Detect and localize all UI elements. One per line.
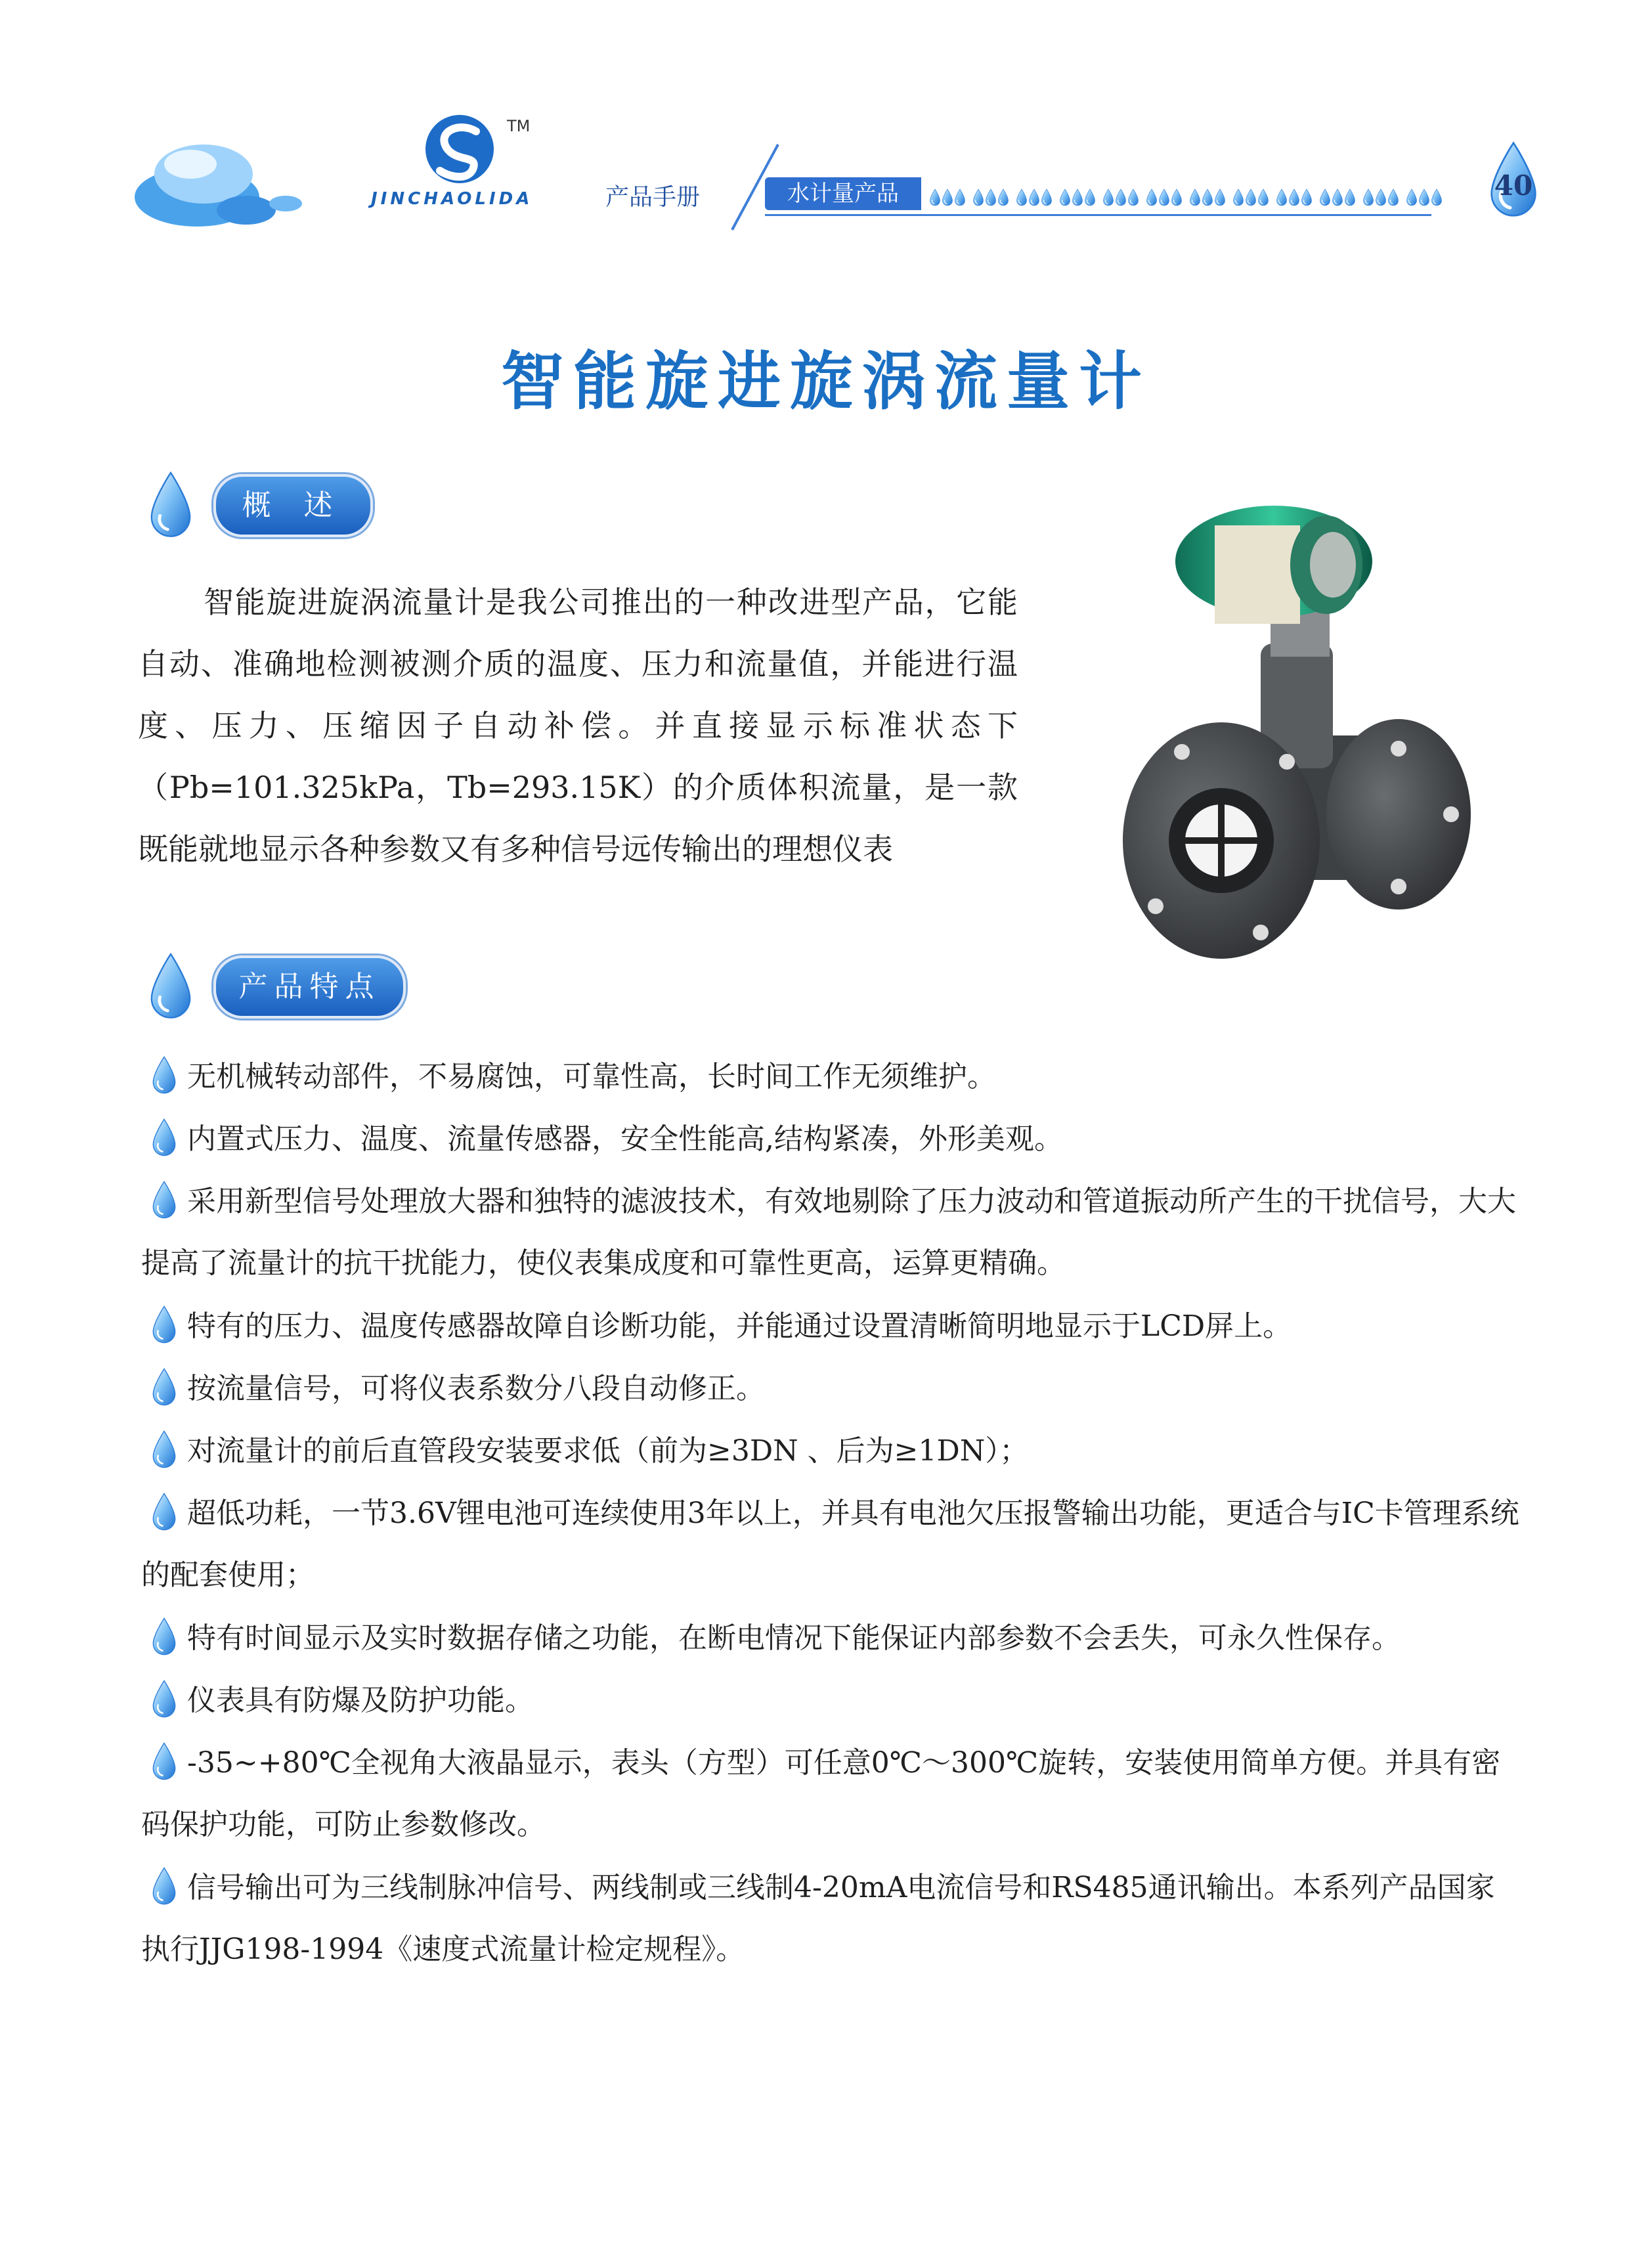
small-drop-icon xyxy=(955,189,965,206)
small-drop-icon xyxy=(1364,189,1374,206)
category-tab: 水计量产品 xyxy=(765,177,921,210)
small-drop-icon xyxy=(1042,189,1052,206)
small-drop-icon xyxy=(1277,189,1287,206)
bullet-drop-icon xyxy=(141,1056,187,1095)
section-drop-icon xyxy=(148,470,194,542)
bullet-drop-icon xyxy=(141,1867,187,1906)
feature-item: -35~+80℃全视角大液晶显示，表头（方型）可任意0℃～300℃旋转，安装使用简单方便。并具有密码保护功能，可防止参数修改。 xyxy=(141,1732,1520,1856)
features-heading: 产品特点 xyxy=(213,955,406,1019)
bullet-drop-icon xyxy=(141,1680,187,1719)
small-drop-icon xyxy=(1160,189,1169,206)
small-drop-icon xyxy=(1246,189,1256,206)
small-drop-icon xyxy=(974,189,984,206)
flowmeter-product-image xyxy=(1110,499,1477,972)
small-drop-icon xyxy=(1147,189,1157,206)
bullet-drop-icon xyxy=(141,1181,187,1220)
small-drop-icon xyxy=(1333,189,1343,206)
bullet-drop-icon xyxy=(141,1305,187,1345)
small-drop-icon xyxy=(1320,189,1330,206)
manual-label: 产品手册 xyxy=(605,184,701,211)
bullet-drop-icon xyxy=(141,1118,187,1158)
feature-item: 特有时间显示及实时数据存储之功能，在断电情况下能保证内部参数不会丢失，可永久性保存。 xyxy=(141,1608,1520,1669)
small-drop-icon xyxy=(1017,189,1027,206)
small-drop-icon xyxy=(1290,189,1299,206)
small-drop-icon xyxy=(1030,189,1039,206)
small-drop-icon xyxy=(1234,189,1244,206)
page-number: 40 xyxy=(1494,169,1533,202)
feature-item: 对流量计的前后直管段安装要求低（前为≥3DN 、后为≥1DN）； xyxy=(141,1420,1520,1482)
small-drop-icon xyxy=(1104,189,1114,206)
small-drop-icon xyxy=(1172,189,1182,206)
feature-item: 仪表具有防爆及防护功能。 xyxy=(141,1670,1520,1732)
small-drop-icon xyxy=(1129,189,1139,206)
section-drop-icon xyxy=(148,951,194,1023)
water-splash-decoration xyxy=(125,135,309,233)
feature-item: 按流量信号，可将仪表系数分八段自动修正。 xyxy=(141,1358,1520,1420)
small-drop-icon xyxy=(1215,189,1225,206)
feature-item: 内置式压力、温度、流量传感器，安全性能高,结构紧凑，外形美观。 xyxy=(141,1108,1520,1170)
small-drop-icon xyxy=(986,189,996,206)
feature-item: 无机械转动部件，不易腐蚀，可靠性高，长时间工作无须维护。 xyxy=(141,1046,1520,1108)
small-drop-icon xyxy=(1203,189,1213,206)
bullet-drop-icon xyxy=(141,1617,187,1657)
logo-icon xyxy=(420,112,499,187)
feature-item: 信号输出可为三线制脉冲信号、两线制或三线制4-20mA电流信号和RS485通讯输出。本系列产品国家执行JJG198-1994《速度式流量计检定规程》。 xyxy=(141,1857,1520,1981)
small-drop-icon xyxy=(1190,189,1200,206)
page-title: 智能旋进旋涡流量计 xyxy=(501,345,1151,418)
bullet-drop-icon xyxy=(141,1493,187,1532)
small-drop-icon xyxy=(1085,189,1095,206)
overview-text: 智能旋进旋涡流量计是我公司推出的一种改进型产品，它能自动、准确地检测被测介质的温度、压力和流量值，并能进行温度、压力、压缩因子自动补偿。并直接显示标准状态下（Pb=101.325kPa，Tb=293.15K）的介质体积流量，是一款既能就地显示各种参数又有多种信号远传输出的理想仪表 xyxy=(138,584,1018,867)
small-drop-icon xyxy=(1060,189,1070,206)
feature-item: 采用新型信号处理放大器和独特的滤波技术，有效地剔除了压力波动和管道振动所产生的干扰信号，大大提高了流量计的抗干扰能力，使仪表集成度和可靠性更高，运算更精确。 xyxy=(141,1171,1520,1294)
bullet-drop-icon xyxy=(141,1430,187,1470)
small-drop-icon xyxy=(930,189,940,206)
small-drop-icon xyxy=(999,189,1009,206)
feature-item: 特有的压力、温度传感器故障自诊断功能，并能通过设置清晰简明地显示于LCD屏上。 xyxy=(141,1296,1520,1357)
small-drop-icon xyxy=(943,189,953,206)
small-drop-icon xyxy=(1302,189,1312,206)
small-drop-icon xyxy=(1259,189,1269,206)
small-drop-icon xyxy=(1420,189,1429,206)
feature-item: 超低功耗，一节3.6V锂电池可连续使用3年以上，并具有电池欠压报警输出功能，更适合与IC卡管理系统的配套使用； xyxy=(141,1483,1520,1606)
small-drop-icon xyxy=(1389,189,1399,206)
droplet-row-decoration xyxy=(926,183,1451,215)
trademark: TM xyxy=(507,117,531,135)
bullet-drop-icon xyxy=(141,1742,187,1782)
small-drop-icon xyxy=(1376,189,1386,206)
overview-heading: 概 述 xyxy=(213,474,373,537)
small-drop-icon xyxy=(1116,189,1126,206)
small-drop-icon xyxy=(1073,189,1083,206)
small-drop-icon xyxy=(1345,189,1355,206)
small-drop-icon xyxy=(1407,189,1417,206)
logo-text: JINCHAOLIDA xyxy=(371,189,533,209)
small-drop-icon xyxy=(1432,189,1442,206)
bullet-drop-icon xyxy=(141,1368,187,1407)
